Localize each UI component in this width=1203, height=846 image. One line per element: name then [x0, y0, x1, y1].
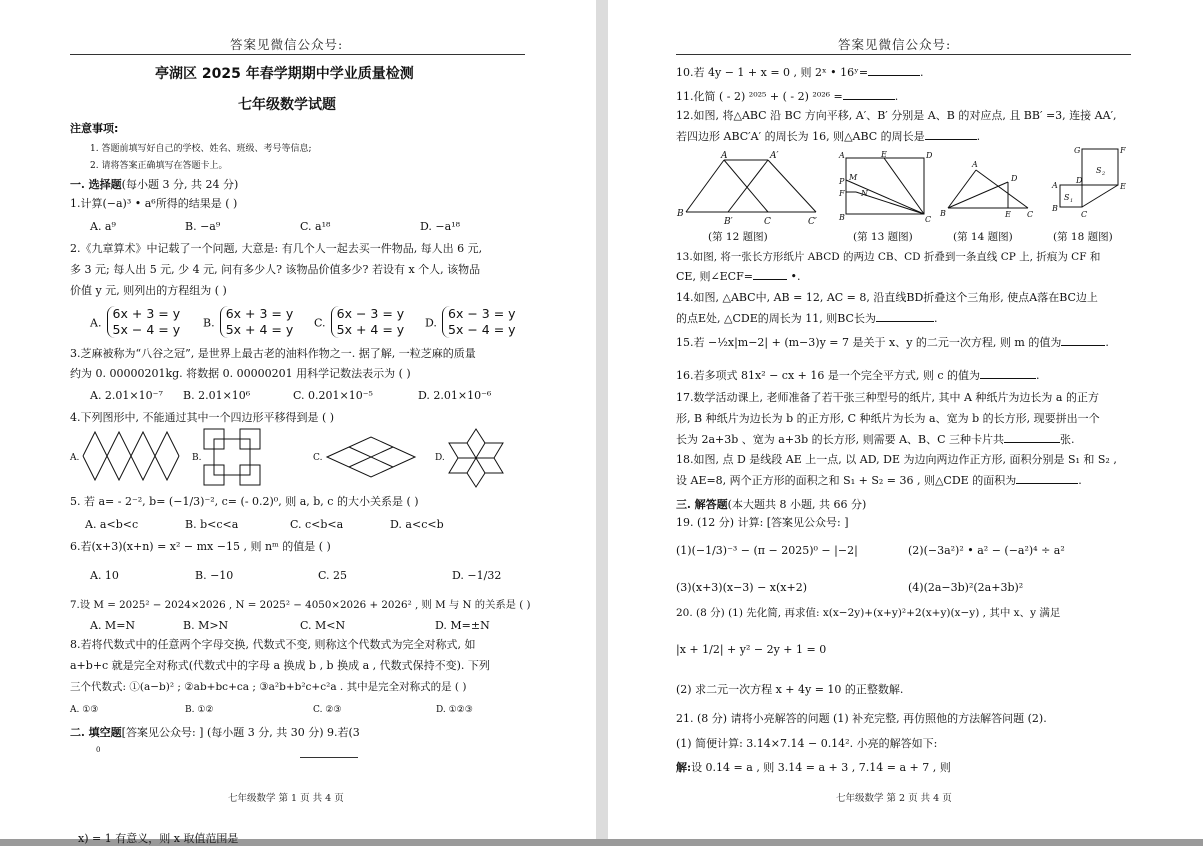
- q7-option-b: B. M>N: [183, 619, 229, 632]
- q3-option-a: A. 2.01×10⁻⁷: [90, 389, 163, 402]
- q6-option-b: B. −10: [195, 569, 234, 582]
- section-2-fragment: 0: [96, 746, 101, 754]
- q2-equation: 6x − 3 = y: [336, 306, 405, 321]
- q2-option-c: [314, 306, 404, 338]
- svg-text:B: B: [940, 209, 946, 218]
- q19-part-2: (2)(−3a²)² • a² − (−a²)⁴ ÷ a²: [908, 544, 1065, 557]
- svg-text:B′: B′: [724, 217, 733, 227]
- q10-text: 10.若 4y − 1 + x = 0 , 则 2ˣ • 16ʸ=: [676, 66, 869, 79]
- page-2: [608, 0, 1203, 839]
- q19-part-1: (1)(−1/3)⁻³ − (π − 2025)⁰ − |−2|: [676, 544, 858, 557]
- q18-text: 设 AE=8, 两个正方形的面积之和 S₁ + S₂ = 36 , 则△CDE 的面积为: [676, 474, 1017, 487]
- question-3-line: 3.芝麻被称为“八谷之冠”, 是世界上最古老的油料作物之一. 据了解, 一粒芝麻的质量: [70, 347, 476, 360]
- question-12-line: 12.如图, 将△ABC 沿 BC 方向平移, A′、B′ 分别是 A、B 的对应点, 且 BB′ =3, 连接 AA′,: [676, 109, 1117, 122]
- figure-q18: [1036, 145, 1126, 229]
- q16-text: 16.若多项式 81x² − cx + 16 是一个完全平方式, 则 c 的值为: [676, 369, 981, 382]
- q17-text: 长为 2a+3b 、宽为 a+3b 的长方形, 则需要 A、B、C 三种卡片共: [676, 433, 1005, 446]
- page-footer: 七年级数学 第 2 页 共 4 页: [836, 793, 952, 804]
- svg-text:S: S: [1096, 166, 1102, 175]
- q3-option-b: B. 2.01×10⁶: [183, 389, 251, 402]
- question-14-line: 的点E处, △CDE的周长为 11, 则BC长为 .: [676, 312, 938, 325]
- svg-text:N: N: [861, 189, 868, 198]
- q2-equation: 5x + 4 = y: [225, 322, 294, 337]
- q5-option-c: C. c<b<a: [290, 518, 344, 531]
- question-8-line: 三个代数式: ①(a−b)² ; ②ab+bc+ca ; ③a²b+b²c+c²a . 其中是完全对称式的是 ( ): [70, 681, 467, 693]
- question-10: 10.若 4y − 1 + x = 0 , 则 2ˣ • 16ʸ= .: [676, 66, 924, 79]
- answer-blank: [876, 321, 934, 322]
- svg-text:B: B: [677, 209, 684, 219]
- svg-text:1: 1: [1070, 198, 1074, 204]
- section-1-heading: [70, 178, 238, 192]
- q4-figure-b: [203, 428, 261, 486]
- question-8-line: a+b+c 就是完全对称式(代数式中的字母 a 换成 b , b 换成 a , 代数式保持不变). 下列: [70, 659, 490, 672]
- q20-part-2: (2) 求二元一次方程 x + 4y = 10 的正整数解.: [676, 683, 904, 696]
- question-19: 19. (12 分) 计算: [答案见公众号: ]: [676, 516, 849, 529]
- q2-option-label: C.: [314, 316, 326, 330]
- figure-q14: [938, 150, 1038, 228]
- q2-equation: 5x − 4 = y: [448, 322, 516, 337]
- q7-option-c: C. M<N: [300, 619, 346, 632]
- question-1: 1.计算(−a)³ • a⁶所得的结果是 ( ): [70, 197, 238, 210]
- q3-option-c: C. 0.201×10⁻⁵: [293, 389, 373, 402]
- answer-blank: [1016, 483, 1078, 484]
- question-17-line: [676, 433, 1075, 447]
- question-20-line: 20. (8 分) (1) 先化简, 再求值: x(x−2y)+(x+y)²+2(x+y)(x−y) , 其中 x、y 满足: [676, 607, 1061, 619]
- figure-caption-q13: (第 13 题图): [853, 231, 913, 243]
- q8-option-b: B. ①②: [185, 705, 214, 715]
- q15-text: 15.若 −½x|m−2| + (m−3)y = 7 是关于 x、y 的二元一次方程, 则 m 的值为: [676, 336, 1062, 349]
- svg-text:A: A: [972, 160, 978, 169]
- svg-text:A: A: [721, 151, 728, 161]
- q2-option-label: A.: [90, 316, 102, 330]
- q8-option-c: C. ②③: [313, 705, 342, 715]
- answer-blank: [843, 99, 895, 100]
- figure-q13: [836, 150, 931, 228]
- question-2-line: 多 3 元; 每人出 5 元, 少 4 元, 问有多少人? 该物品价值多少? 若设有 x 个人, 该物品: [70, 263, 481, 276]
- q2-option-label: D.: [425, 316, 437, 330]
- section-2-title: 二. 填空题: [70, 726, 122, 739]
- svg-text:C: C: [1027, 210, 1034, 219]
- svg-text:B: B: [839, 213, 845, 222]
- question-18-line: 18.如图, 点 D 是线段 AE 上一点, 以 AD, DE 为边向两边作正方形, 面积分别是 S₁ 和 S₂ ,: [676, 453, 1117, 466]
- svg-text:G: G: [1074, 146, 1081, 155]
- q5-option-b: B. b<c<a: [185, 518, 239, 531]
- q2-equation: 5x − 4 = y: [112, 322, 181, 337]
- q4-figure-a: [82, 430, 180, 482]
- svg-text:A: A: [1052, 181, 1058, 190]
- question-21-line: 21. (8 分) 请将小亮解答的问题 (1) 补充完整, 再仿照他的方法解答问题 (2).: [676, 712, 1047, 725]
- question-4: 4.下列图形中, 不能通过其中一个四边形平移得到是 ( ): [70, 411, 335, 424]
- answer-blank: [925, 139, 977, 140]
- q4-option-a-label: A.: [70, 453, 80, 463]
- section-3-note: (本大题共 8 小题, 共 66 分): [727, 498, 867, 511]
- q13-text: CE, 则∠ECF=: [676, 270, 753, 283]
- question-8-line: 8.若将代数式中的任意两个字母交换, 代数式不变, 则称这个代数式为完全对称式, 如: [70, 638, 476, 651]
- question-14-line: 14.如图, △ABC中, AB = 12, AC = 8, 沿直线BD折叠这个三角形, 使点A落在BC边上: [676, 291, 1098, 304]
- q8-option-a: A. ①③: [70, 705, 99, 715]
- svg-text:C: C: [925, 215, 932, 224]
- q2-option-label: B.: [203, 316, 215, 330]
- q4-option-c-label: C.: [313, 453, 323, 463]
- q4-figure-c: [326, 436, 416, 478]
- figure-caption-q14: (第 14 题图): [953, 231, 1013, 243]
- question-17-line: 形, B 种纸片为边长为 b 的正方形, C 种纸片为长为 a、宽为 b 的长方形, 现要拼出一个: [676, 412, 1100, 425]
- section-3-heading: [676, 498, 866, 512]
- question-17-line: 17.数学活动课上, 老师准备了若干张三种型号的纸片, 其中 A 种纸片为边长为 a 的正方: [676, 391, 1099, 404]
- page-header: 答案见微信公众号:: [838, 37, 952, 52]
- answer-blank: [1061, 345, 1105, 346]
- question-3-line: 约为 0. 00000201kg. 将数据 0. 00000201 用科学记数法表示为 ( ): [70, 367, 411, 380]
- answer-blank: [868, 75, 920, 76]
- page-1: [0, 0, 596, 845]
- answer-blank: [753, 279, 787, 280]
- q17-text-end: 张.: [1060, 433, 1075, 446]
- q2-option-a: [90, 306, 180, 338]
- svg-text:F: F: [839, 189, 845, 198]
- svg-text:B: B: [1052, 204, 1058, 213]
- page-header: 答案见微信公众号:: [230, 37, 344, 52]
- q21-text: 设 0.14 = a , 则 3.14 = a + 3 , 7.14 = a + 7 , 则: [691, 761, 951, 774]
- q1-option-c: C. a¹⁸: [300, 220, 331, 233]
- q4-option-d-label: D.: [435, 453, 445, 463]
- q20-condition: |x + 1/2| + y² − 2y + 1 = 0: [676, 643, 827, 656]
- q1-option-a: A. a⁹: [90, 220, 116, 233]
- svg-text:F: F: [1120, 146, 1126, 155]
- q7-option-a: A. M=N: [90, 619, 136, 632]
- figure-q12: [676, 150, 826, 228]
- exam-subtitle: 七年级数学试题: [238, 97, 336, 113]
- page-gutter: [596, 0, 608, 839]
- question-18-line: 设 AE=8, 两个正方形的面积之和 S₁ + S₂ = 36 , 则△CDE 的面积为 .: [676, 474, 1082, 487]
- svg-text:C: C: [764, 217, 771, 227]
- q2-equation: 6x + 3 = y: [112, 306, 181, 321]
- q2-option-b: [203, 306, 293, 338]
- q12-text: 若四边形 ABC′A′ 的周长为 16, 则△ABC 的周长是: [676, 130, 925, 143]
- q6-option-c: C. 25: [318, 569, 348, 582]
- q19-part-4: (4)(2a−3b)²(2a+3b)²: [908, 581, 1024, 594]
- answer-blank: [1004, 442, 1060, 443]
- svg-text:E: E: [1120, 182, 1126, 191]
- q6-option-a: A. 10: [90, 569, 119, 582]
- q19-part-3: (3)(x+3)(x−3) − x(x+2): [676, 581, 808, 594]
- answer-blank: [300, 757, 358, 758]
- q1-option-d: D. −a¹⁸: [420, 220, 461, 233]
- section-3-title: 三. 解答题: [676, 498, 728, 511]
- q4-option-b-label: B.: [192, 453, 202, 463]
- header-rule: [676, 54, 1131, 55]
- section-1-title: 一. 选择题: [70, 178, 122, 191]
- notice-item: 2. 请将答案正确填写在答题卡上。: [90, 161, 228, 171]
- exam-title: 亭湖区 2025 年春学期期中学业质量检测: [155, 66, 414, 82]
- q2-equation: 5x + 4 = y: [336, 322, 405, 337]
- q14-text: 的点E处, △CDE的周长为 11, 则BC长为: [676, 312, 876, 325]
- q6-option-d: D. −1/32: [452, 569, 502, 582]
- question-7: 7.设 M = 2025² − 2024×2026 , N = 2025² − 4050×2026 + 2026² , 则 M 与 N 的关系是 ( ): [70, 599, 531, 611]
- svg-text:E: E: [1005, 210, 1011, 219]
- section-2-note: [答案见公众号: ] (每小题 3 分, 共 30 分) 9.若(3: [121, 726, 360, 739]
- question-21-line: [676, 761, 951, 775]
- question-12-line: 若四边形 ABC′A′ 的周长为 16, 则△ABC 的周长是 .: [676, 130, 981, 143]
- q1-option-b: B. −a⁹: [185, 220, 221, 233]
- svg-text:C: C: [1081, 210, 1088, 219]
- question-15: 15.若 −½x|m−2| + (m−3)y = 7 是关于 x、y 的二元一次方程, 则 m 的值为 .: [676, 336, 1109, 349]
- q5-option-d: D. a<c<b: [390, 518, 444, 531]
- figure-caption-q18: (第 18 题图): [1053, 231, 1113, 243]
- answer-blank: [980, 378, 1036, 379]
- svg-text:D: D: [1076, 176, 1083, 185]
- header-rule: [70, 54, 525, 55]
- question-13-line: 13.如图, 将一张长方形纸片 ABCD 的两边 CB、CD 折叠到一条直线 CP 上, 折痕为 CF 和: [676, 251, 1101, 263]
- q2-option-d: [425, 306, 516, 338]
- svg-text:P: P: [839, 177, 845, 186]
- notice-title: 注意事项:: [70, 122, 119, 135]
- svg-text:2: 2: [1102, 171, 1106, 177]
- svg-text:A′: A′: [770, 151, 779, 161]
- question-16: 16.若多项式 81x² − cx + 16 是一个完全平方式, 则 c 的值为 .: [676, 369, 1040, 382]
- svg-text:D: D: [1011, 174, 1018, 183]
- q8-option-d: D. ①②③: [436, 705, 473, 715]
- section-1-note: (每小题 3 分, 共 24 分): [121, 178, 239, 191]
- page-footer: 七年级数学 第 1 页 共 4 页: [228, 793, 344, 804]
- question-5: 5. 若 a= - 2⁻², b= (−1/3)⁻², c= (- 0.2)⁰, 则 a, b, c 的大小关系是 ( ): [70, 495, 419, 508]
- notice-item: 1. 答题前填写好自己的学校、姓名、班级、考号等信息;: [90, 144, 312, 154]
- svg-text:C′: C′: [808, 217, 817, 227]
- q3-option-d: D. 2.01×10⁻⁶: [418, 389, 492, 402]
- q2-equation: 6x − 3 = y: [448, 306, 516, 321]
- solution-label: 解:: [676, 761, 692, 774]
- svg-text:S: S: [1064, 193, 1070, 202]
- next-page-cut-line: x) = 1 有意义，则 x 取值范围是: [78, 832, 239, 845]
- svg-text:M: M: [849, 173, 858, 182]
- figure-caption-q12: (第 12 题图): [708, 231, 768, 243]
- question-2-line: 价值 y 元, 则列出的方程组为 ( ): [70, 284, 227, 297]
- svg-text:E: E: [881, 150, 887, 159]
- section-2-heading: [70, 726, 360, 740]
- q2-equation: 6x + 3 = y: [225, 306, 294, 321]
- question-11: 11.化简 ( - 2) ²⁰²⁵ + ( - 2) ²⁰²⁶ = .: [676, 90, 899, 103]
- question-2-line: 2.《九章算术》中记载了一个问题, 大意是: 有几个人一起去买一件物品, 每人出 6 元,: [70, 242, 483, 255]
- q5-option-a: A. a<b<c: [85, 518, 139, 531]
- svg-text:D: D: [926, 151, 933, 160]
- svg-text:A: A: [839, 151, 845, 160]
- q4-figure-d: [445, 428, 507, 488]
- question-21-line: (1) 简便计算: 3.14×7.14 − 0.14². 小亮的解答如下:: [676, 737, 938, 750]
- question-6: 6.若(x+3)(x+n) = x² − mx −15 , 则 nᵐ 的值是 ( ): [70, 540, 331, 553]
- q11-text: 11.化简 ( - 2) ²⁰²⁵ + ( - 2) ²⁰²⁶ =: [676, 90, 843, 103]
- q7-option-d: D. M=±N: [435, 619, 490, 632]
- question-13-line: CE, 则∠ECF= •.: [676, 270, 801, 283]
